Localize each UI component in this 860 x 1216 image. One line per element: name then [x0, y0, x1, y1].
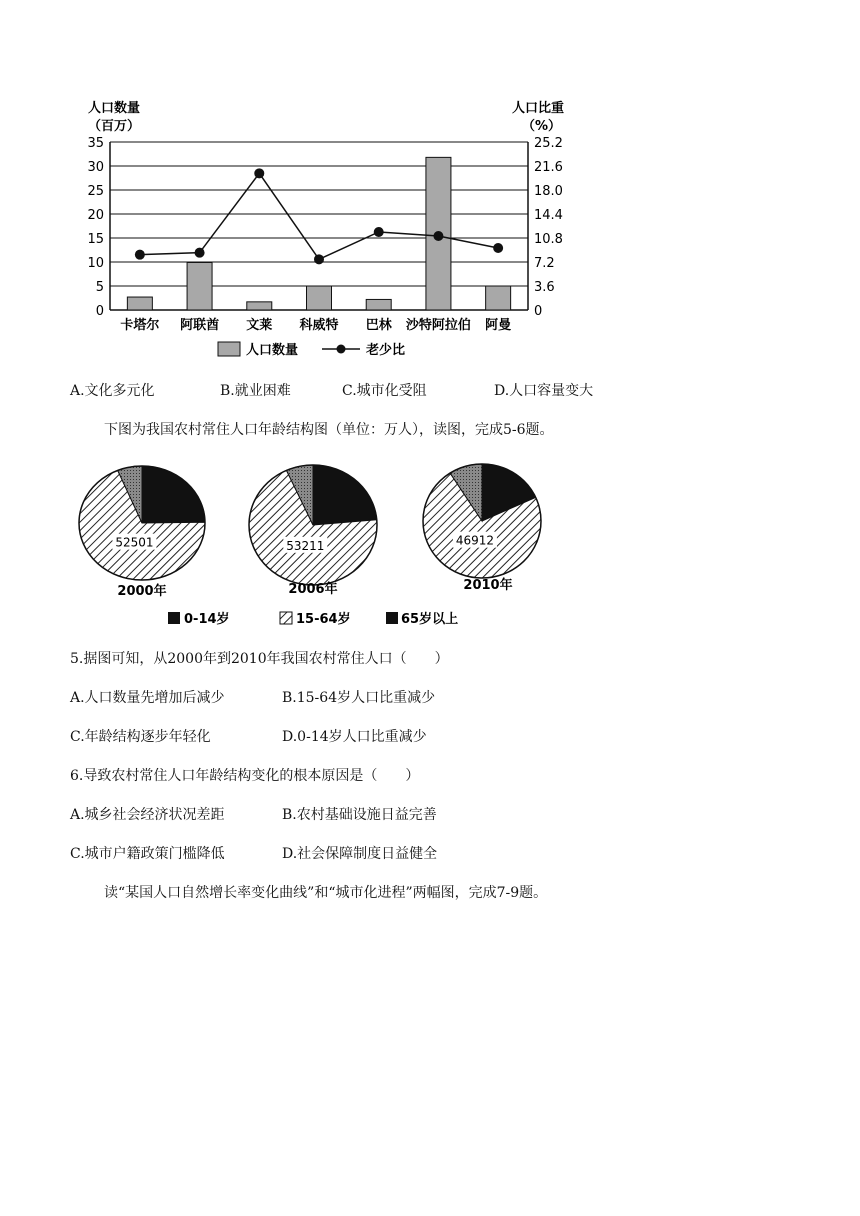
left-tick-label: 25: [87, 184, 104, 199]
q5-row-2: [70, 728, 770, 746]
right-tick-label: 10.8: [534, 232, 563, 247]
right-tick-label: 0: [534, 304, 543, 319]
q4-option-c[interactable]: C.城市化受阻: [342, 383, 427, 399]
left-tick-label: 5: [95, 280, 104, 295]
bar: [187, 262, 212, 310]
q5-option-b[interactable]: B.15-64岁人口比重减少: [282, 690, 436, 706]
q5-row-1: [70, 689, 770, 707]
q5-stem: 5.据图可知，从2000年到2010年我国农村常住人口（ ）: [70, 651, 449, 667]
pie-slice-0-14: [313, 465, 377, 525]
pie-year-label: 2010年: [463, 578, 513, 593]
pie-year-label: 2006年: [288, 582, 338, 597]
intro-5-6: 下图为我国农村常住人口年龄结构图（单位：万人），读图，完成5-6题。: [104, 422, 554, 438]
left-axis-title: 人口数量: [88, 101, 141, 116]
pie-value-label: 46912: [455, 533, 495, 548]
chart-bars: [127, 157, 510, 310]
category-label: 阿联酋: [180, 318, 220, 333]
line-point: [314, 254, 324, 264]
pie-legend-swatch-0-14: [168, 612, 180, 624]
pie-value-label: 53211: [286, 538, 325, 553]
bar: [307, 286, 332, 310]
legend-bar-swatch: [218, 342, 240, 356]
right-axis-unit: （%）: [522, 119, 562, 134]
pie-legend-label-0-14: 0-14岁: [184, 612, 230, 627]
q4-option-a[interactable]: A.文化多元化: [70, 383, 155, 399]
line-point: [195, 248, 205, 258]
category-label: 科威特: [299, 318, 339, 333]
bar: [127, 297, 152, 310]
line-point: [493, 243, 503, 253]
pie-year-label: 2000年: [117, 584, 167, 599]
q6-stem: 6.导致农村常住人口年龄结构变化的根本原因是（ ）: [70, 768, 420, 784]
pie-slice-0-14: [142, 466, 205, 523]
left-tick-label: 30: [87, 160, 104, 175]
category-label: 沙特阿拉伯: [405, 318, 471, 333]
bar: [486, 286, 511, 310]
category-label: 阿曼: [485, 318, 512, 333]
q4-option-d[interactable]: D.人口容量变大: [494, 383, 594, 399]
q6-option-a[interactable]: A.城乡社会经济状况差距: [70, 807, 225, 823]
pie-legend-label-15-64: 15-64岁: [296, 612, 351, 627]
pie-legend-swatch-65: [386, 612, 398, 624]
pie-legend-label-65: 65岁以上: [401, 612, 459, 627]
q6-option-c[interactable]: C.城市户籍政策门槛降低: [70, 846, 225, 862]
pie-charts: [70, 455, 610, 635]
q5-option-c[interactable]: C.年龄结构逐步年轻化: [70, 729, 211, 745]
right-tick-label: 21.6: [534, 160, 563, 175]
category-label: 卡塔尔: [120, 318, 160, 333]
chart-categories: [120, 317, 511, 333]
left-tick-label: 15: [87, 232, 104, 247]
left-axis-unit: （百万）: [88, 119, 141, 134]
bar-line-chart: [60, 95, 620, 365]
left-tick-label: 35: [87, 136, 104, 151]
right-tick-label: 14.4: [534, 208, 563, 223]
pie-value-label: 52501: [115, 535, 154, 550]
legend-bar-label: 人口数量: [246, 343, 299, 358]
chart-gridlines: [110, 142, 528, 310]
q4-options: [70, 382, 770, 400]
bar: [366, 299, 391, 310]
category-label: 文莱: [246, 318, 273, 333]
left-tick-label: 10: [87, 256, 104, 271]
line-point: [254, 168, 264, 178]
q6-row-1: [70, 806, 770, 824]
line-point: [135, 250, 145, 260]
line-point: [374, 227, 384, 237]
category-label: 巴林: [365, 318, 392, 333]
left-tick-label: 20: [87, 208, 104, 223]
line-point: [433, 231, 443, 241]
right-tick-label: 25.2: [534, 136, 563, 151]
q6-row-2: [70, 845, 770, 863]
q5-option-a[interactable]: A.人口数量先增加后减少: [70, 690, 225, 706]
right-tick-label: 3.6: [534, 280, 555, 295]
left-tick-label: 0: [95, 304, 104, 319]
q4-option-b[interactable]: B.就业困难: [220, 383, 291, 399]
legend-line-label: 老少比: [366, 343, 406, 358]
legend-line-marker: [337, 345, 346, 354]
q6-option-d[interactable]: D.社会保障制度日益健全: [282, 846, 438, 862]
right-tick-label: 7.2: [534, 256, 555, 271]
q5-option-d[interactable]: D.0-14岁人口比重减少: [282, 729, 427, 745]
bar: [247, 302, 272, 310]
pie-legend-swatch-15-64: [280, 612, 292, 624]
right-tick-label: 18.0: [534, 184, 563, 199]
q6-option-b[interactable]: B.农村基础设施日益完善: [282, 807, 437, 823]
right-axis-title: 人口比重: [512, 101, 565, 116]
intro-7-9: 读“某国人口自然增长率变化曲线”和“城市化进程”两幅图，完成7-9题。: [104, 885, 548, 901]
